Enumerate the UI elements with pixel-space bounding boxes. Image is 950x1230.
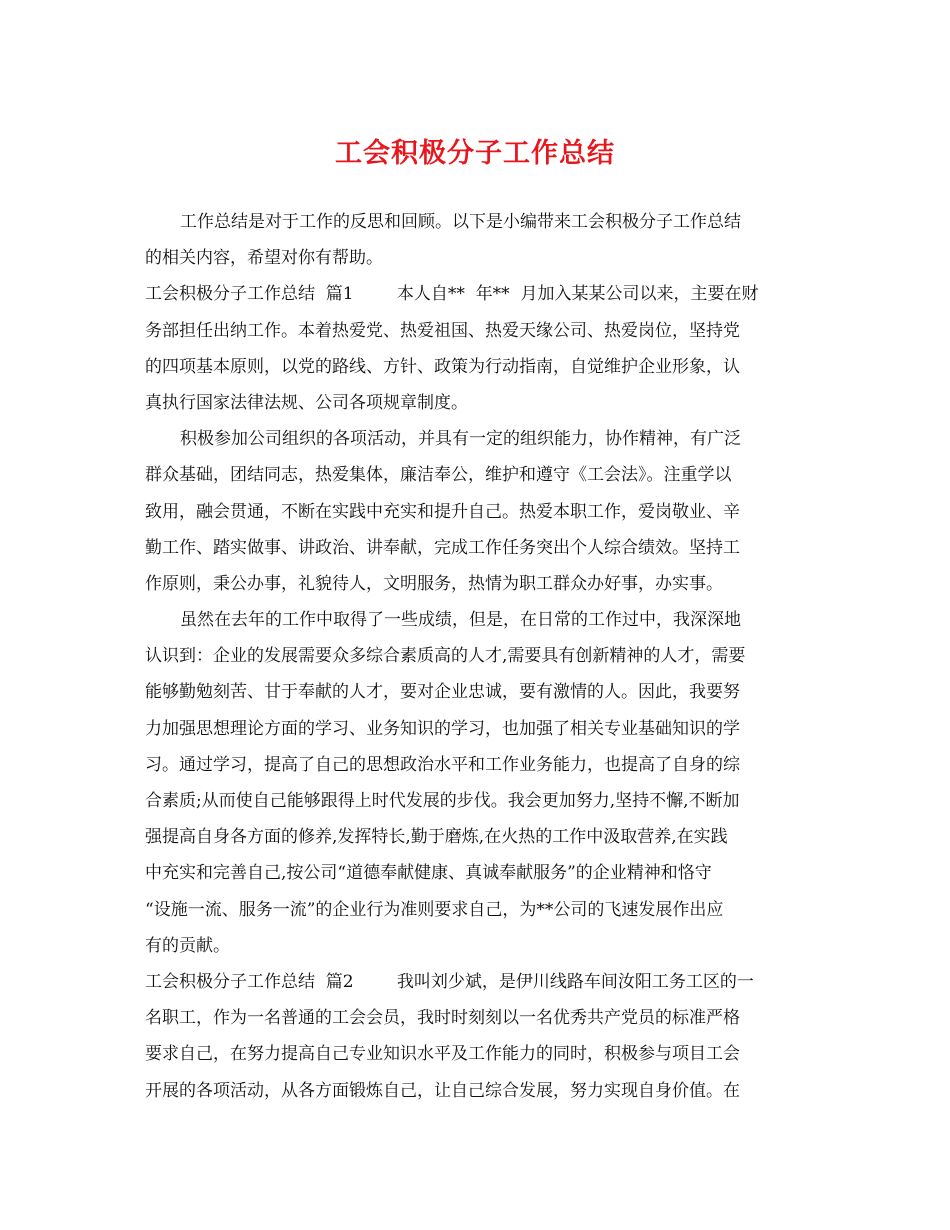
text-line: 真执行国家法律法规、公司各项规章制度。 xyxy=(145,392,468,413)
document-title: 工会积极分子工作总结 xyxy=(335,138,615,169)
text-line: 要求自己，在努力提高自己专业知识水平及工作能力的同时，积极参与项目工会 xyxy=(145,1044,740,1065)
text-line: 强提高自身各方面的修养,发挥特长,勤于磨炼,在火热的工作中汲取营养,在实践 xyxy=(145,827,728,848)
text-line: 开展的各项活动，从各方面锻炼自己，让自己综合发展，努力实现自身价值。在 xyxy=(145,1080,740,1101)
text-line: 的四项基本原则，以党的路线、方针、政策为行动指南，自觉维护企业形象，认 xyxy=(145,356,740,377)
text-line: 能够勤勉刻苦、甘于奉献的人才，要对企业忠诚，要有激情的人。因此，我要努 xyxy=(145,682,740,703)
text-line: 工会积极分子工作总结 篇1 本人自** 年** 月加入某某公司以来，主要在财 xyxy=(145,284,759,305)
text-line: 中充实和完善自己,按公司“道德奉献健康、真诚奉献服务”的企业精神和恪守 xyxy=(145,863,712,884)
text-line: 务部担任出纳工作。本着热爱党、热爱祖国、热爱天缘公司、热爱岗位，坚持党 xyxy=(145,320,740,341)
text-line: 习。通过学习，提高了自己的思想政治水平和工作业务能力，也提高了自身的综 xyxy=(145,754,740,775)
text-line: 工作总结是对于工作的反思和回顾。以下是小编带来工会积极分子工作总结 xyxy=(180,212,741,232)
text-line: 的相关内容，希望对你有帮助。 xyxy=(145,248,383,269)
text-line: 合素质;从而使自己能够跟得上时代发展的步伐。我会更加努力,坚持不懈,不断加 xyxy=(145,791,740,811)
text-line: 工会积极分子工作总结 篇2 我叫刘少斌，是伊川线路车间汝阳工务工区的一 xyxy=(145,971,754,992)
document-body xyxy=(145,204,815,1109)
text-line: 虽然在去年的工作中取得了一些成绩，但是，在日常的工作过中，我深深地 xyxy=(180,610,741,631)
text-line: 勤工作、踏实做事、讲政治、讲奉献，完成工作任务突出个人综合绩效。坚持工 xyxy=(145,537,740,558)
text-line: 认识到：企业的发展需要众多综合素质高的人才,需要具有创新精神的人才，需要 xyxy=(145,646,746,667)
text-line: 有的贡献。 xyxy=(145,935,230,956)
text-line: 名职工，作为一名普通的工会会员，我时时刻刻以一名优秀共产党员的标准严格 xyxy=(145,1008,740,1029)
text-line: 作原则，秉公办事，礼貌待人，文明服务，热情为职工群众办好事，办实事。 xyxy=(145,573,723,594)
text-line: 致用，融会贯通，不断在实践中充实和提升自己。热爱本职工作，爱岗敬业、辛 xyxy=(145,501,740,522)
text-line: 群众基础，团结同志，热爱集体，廉洁奉公，维护和遵守《工会法》。注重学以 xyxy=(145,465,732,486)
text-line: “设施一流、服务一流”的企业行为准则要求自己，为**公司的飞速发展作出应 xyxy=(145,899,724,920)
text-line: 力加强思想理论方面的学习、业务知识的学习，也加强了相关专业基础知识的学 xyxy=(145,718,740,739)
text-line: 积极参加公司组织的各项活动，并具有一定的组织能力，协作精神，有广泛 xyxy=(180,429,741,450)
